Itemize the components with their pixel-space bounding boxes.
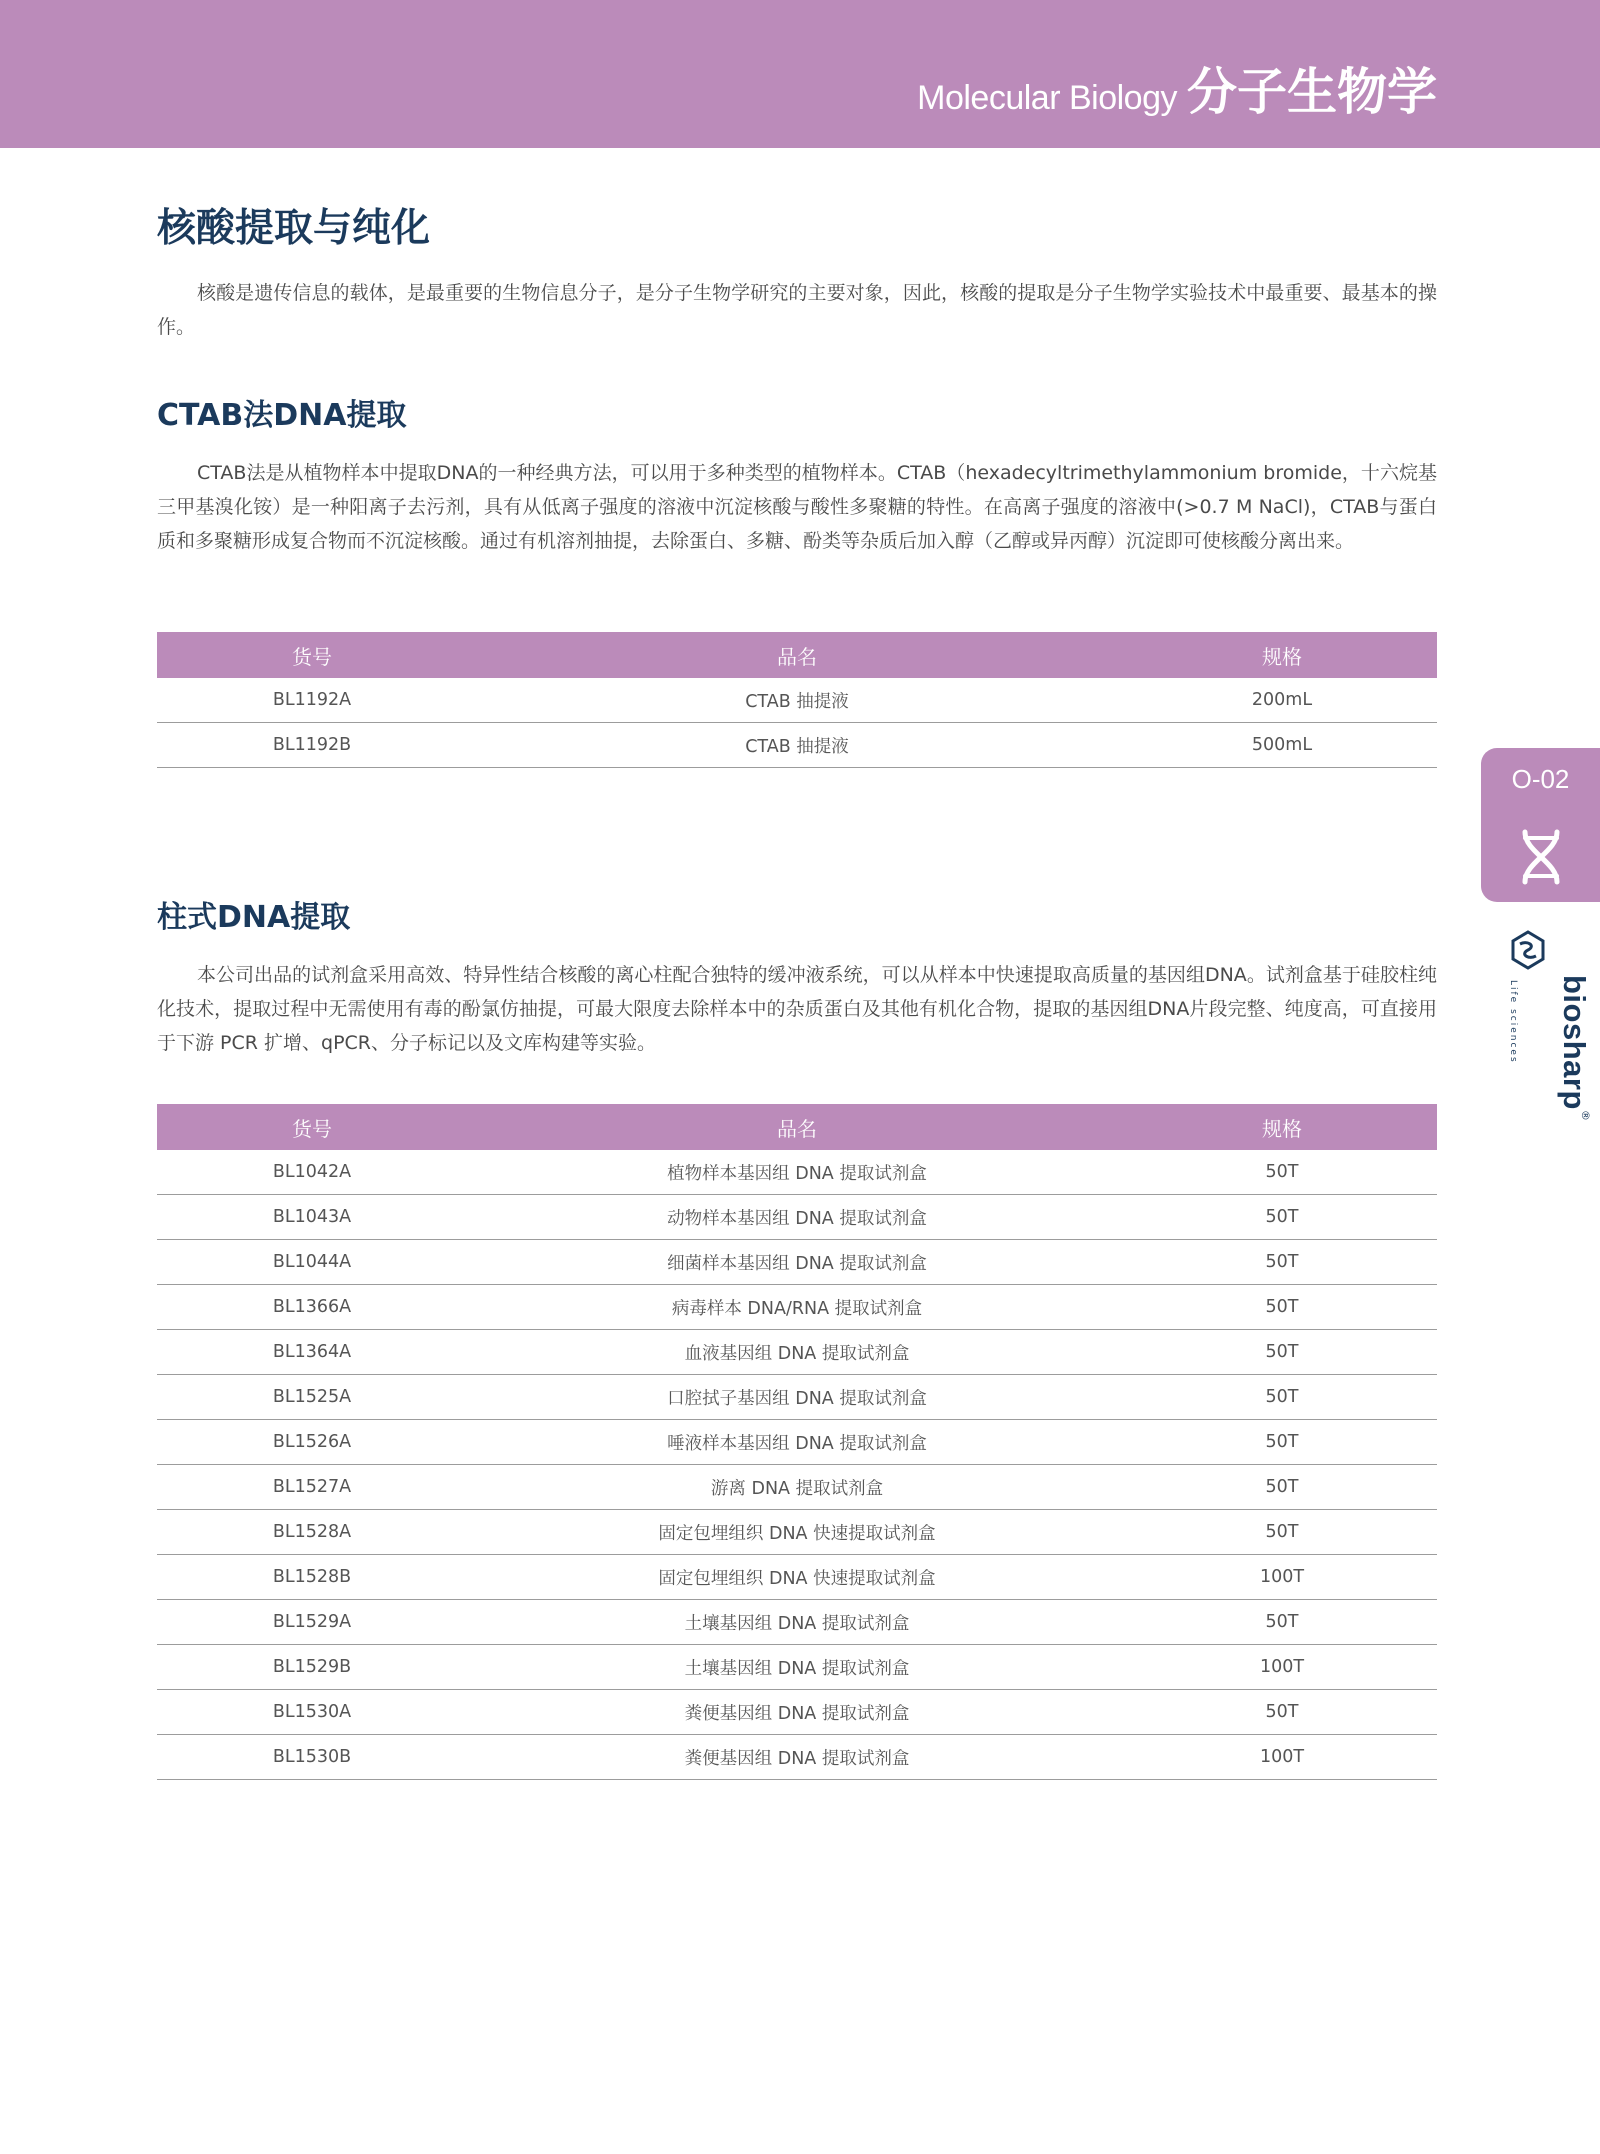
product-name-cell: 细菌样本基因组 DNA 提取试剂盒 [467, 1240, 1127, 1285]
catalog-number-cell: BL1528B [157, 1555, 467, 1600]
table-row [157, 678, 1437, 723]
table-row [157, 1240, 1437, 1285]
table-row [157, 1375, 1437, 1420]
biosharp-logo-icon [1510, 930, 1546, 970]
section-intro: 核酸是遗传信息的载体，是最重要的生物信息分子，是分子生物学研究的主要对象，因此，核酸的提取是分子生物学实验技术中最重要、最基本的操作。 [157, 282, 1437, 338]
page-number: O-02 [1511, 764, 1570, 794]
spec-cell: 100T [1127, 1645, 1437, 1690]
col-header-name: 品名 [777, 644, 817, 669]
spec-cell: 50T [1127, 1465, 1437, 1510]
brand-registered: ® [1579, 1109, 1592, 1121]
ctab-description: CTAB法是从植物样本中提取DNA的一种经典方法，可以用于多种类型的植物样本。CTAB（hexadecyltrimethylammonium bromide，十六烷基三甲基溴化铵）是一种阳离子去污剂，具有从低离子强度的溶液中沉淀核酸与酸性多聚糖的特性。在高离子强度的溶液中(>0.7 M NaCl)，CTAB与蛋白质和多聚糖形成复合物而不沉淀核酸。通过有机溶剂抽提，去除蛋白、多糖、酚类等杂质后加入醇（乙醇或异丙醇）沉淀即可使核酸分离出来。 [157, 462, 1437, 552]
product-name-cell: 土壤基因组 DNA 提取试剂盒 [467, 1600, 1127, 1645]
table-row [157, 1285, 1437, 1330]
catalog-number-cell: BL1526A [157, 1420, 467, 1465]
dna-icon [1517, 828, 1565, 886]
spec-cell: 50T [1127, 1420, 1437, 1465]
spec-cell: 50T [1127, 1285, 1437, 1330]
catalog-number-cell: BL1044A [157, 1240, 467, 1285]
spec-cell: 50T [1127, 1600, 1437, 1645]
product-name-cell: 固定包埋组织 DNA 快速提取试剂盒 [467, 1555, 1127, 1600]
spec-cell: 200mL [1127, 678, 1437, 723]
table-row [157, 1555, 1437, 1600]
product-name-cell: CTAB 抽提液 [467, 723, 1127, 768]
table-row [157, 1150, 1437, 1195]
catalog-number-cell: BL1192A [157, 678, 467, 723]
col-header-spec: 规格 [1262, 644, 1302, 669]
table-row [157, 1195, 1437, 1240]
spec-cell: 500mL [1127, 723, 1437, 768]
catalog-number-cell: BL1528A [157, 1510, 467, 1555]
product-name-cell: 土壤基因组 DNA 提取试剂盒 [467, 1645, 1127, 1690]
spec-cell: 100T [1127, 1735, 1437, 1780]
spec-cell: 50T [1127, 1195, 1437, 1240]
spec-cell: 50T [1127, 1150, 1437, 1195]
catalog-number-cell: BL1529A [157, 1600, 467, 1645]
column-description: 本公司出品的试剂盒采用高效、特异性结合核酸的离心柱配合独特的缓冲液系统，可以从样本中快速提取高质量的基因组DNA。试剂盒基于硅胶柱纯化技术，提取过程中无需使用有毒的酚氯仿抽提，可最大限度去除样本中的杂质蛋白及其他有机化合物，提取的基因组DNA片段完整、纯度高，可直接用于下游 PCR 扩增、qPCR、分子标记以及文库构建等实验。 [157, 964, 1437, 1054]
column-product-table [157, 1104, 1437, 1780]
table-header-row [157, 632, 1437, 678]
catalog-number-cell: BL1042A [157, 1150, 467, 1195]
product-name-cell: 动物样本基因组 DNA 提取试剂盒 [467, 1195, 1127, 1240]
brand-name-text: biosharp [1557, 975, 1592, 1110]
header-title [917, 52, 1437, 122]
header-title-en: Molecular Biology [917, 79, 1177, 117]
spec-cell: 50T [1127, 1375, 1437, 1420]
spec-cell: 100T [1127, 1555, 1437, 1600]
page-tab [1481, 748, 1600, 902]
product-name-cell: 粪便基因组 DNA 提取试剂盒 [467, 1690, 1127, 1735]
spec-cell: 50T [1127, 1510, 1437, 1555]
col-header-catalog: 货号 [292, 644, 332, 669]
header-title-zh: 分子生物学 [1187, 63, 1437, 121]
catalog-number-cell: BL1525A [157, 1375, 467, 1420]
header-banner [0, 0, 1600, 148]
product-name-cell: 病毒样本 DNA/RNA 提取试剂盒 [467, 1285, 1127, 1330]
product-name-cell: 游离 DNA 提取试剂盒 [467, 1465, 1127, 1510]
product-name-cell: 植物样本基因组 DNA 提取试剂盒 [467, 1150, 1127, 1195]
section-title: 核酸提取与纯化 [157, 206, 431, 251]
catalog-number-cell: BL1043A [157, 1195, 467, 1240]
catalog-number-cell: BL1530B [157, 1735, 467, 1780]
table-row [157, 1600, 1437, 1645]
product-name-cell: 粪便基因组 DNA 提取试剂盒 [467, 1735, 1127, 1780]
catalog-number-cell: BL1366A [157, 1285, 467, 1330]
brand-tagline: Life sciences [1508, 980, 1518, 1064]
product-name-cell: CTAB 抽提液 [467, 678, 1127, 723]
catalog-number-cell: BL1530A [157, 1690, 467, 1735]
catalog-number-cell: BL1192B [157, 723, 467, 768]
ctab-title: CTAB法DNA提取 [157, 398, 407, 433]
col-header-name: 品名 [777, 1116, 817, 1141]
column-title: 柱式DNA提取 [157, 900, 351, 935]
table-row [157, 1465, 1437, 1510]
table-row [157, 723, 1437, 768]
spec-cell: 50T [1127, 1690, 1437, 1735]
table-row [157, 1330, 1437, 1375]
catalog-number-cell: BL1364A [157, 1330, 467, 1375]
product-name-cell: 唾液样本基因组 DNA 提取试剂盒 [467, 1420, 1127, 1465]
catalog-number-cell: BL1527A [157, 1465, 467, 1510]
table-row [157, 1690, 1437, 1735]
col-header-spec: 规格 [1262, 1116, 1302, 1141]
table-row [157, 1510, 1437, 1555]
catalog-number-cell: BL1529B [157, 1645, 467, 1690]
spec-cell: 50T [1127, 1330, 1437, 1375]
product-name-cell: 血液基因组 DNA 提取试剂盒 [467, 1330, 1127, 1375]
table-row [157, 1645, 1437, 1690]
table-row [157, 1735, 1437, 1780]
spec-cell: 50T [1127, 1240, 1437, 1285]
ctab-product-table [157, 632, 1437, 768]
product-name-cell: 固定包埋组织 DNA 快速提取试剂盒 [467, 1510, 1127, 1555]
table-row [157, 1420, 1437, 1465]
col-header-catalog: 货号 [292, 1116, 332, 1141]
product-name-cell: 口腔拭子基因组 DNA 提取试剂盒 [467, 1375, 1127, 1420]
table-header-row [157, 1104, 1437, 1150]
brand-name [1556, 975, 1592, 1121]
